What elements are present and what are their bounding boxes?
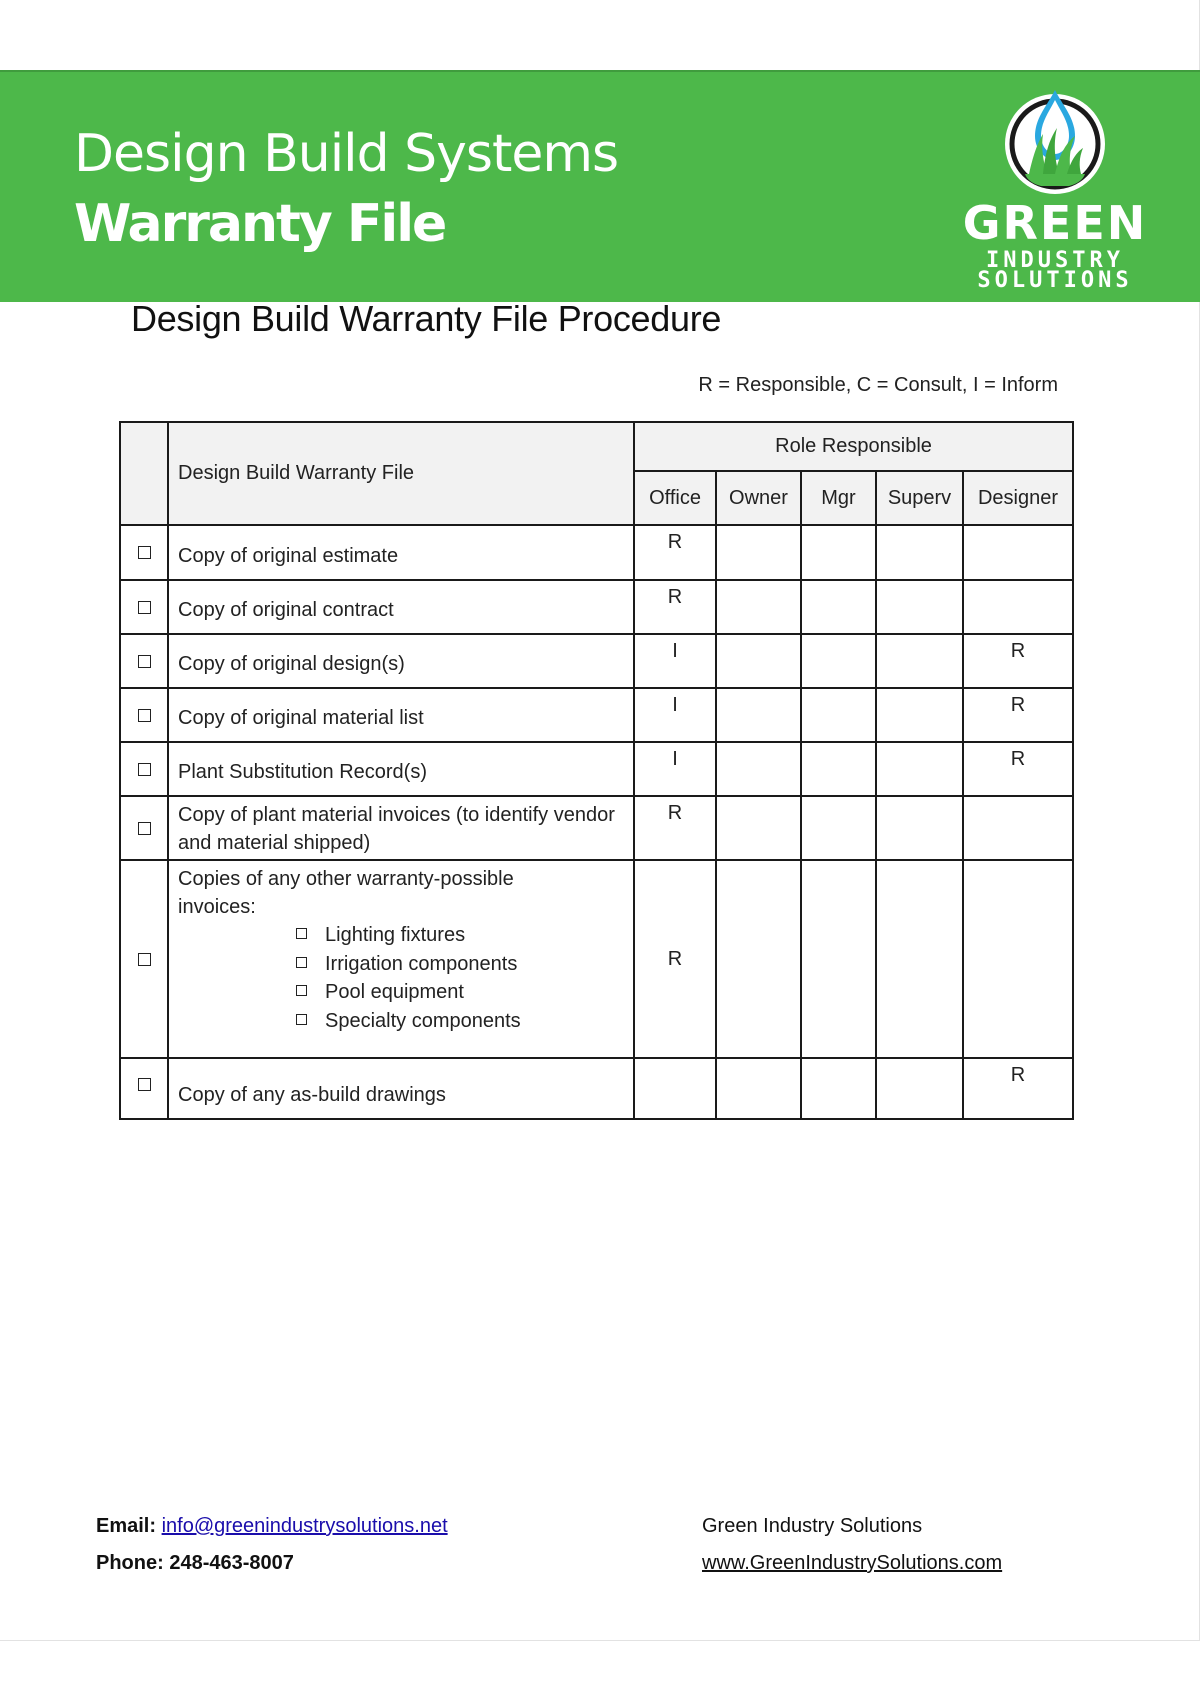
- phone-label: Phone:: [96, 1552, 164, 1574]
- row-checkbox[interactable]: [138, 601, 151, 614]
- mark-owner: [716, 1058, 801, 1119]
- subitem-label: Irrigation components: [325, 952, 518, 975]
- raci-legend: R = Responsible, C = Consult, I = Inform: [698, 374, 1058, 396]
- mark-designer: R: [963, 742, 1073, 796]
- mark-office: R: [634, 796, 716, 860]
- warranty-procedure-table: [119, 421, 1074, 1120]
- table-row: [120, 580, 1073, 634]
- row-item-label: Plant Substitution Record(s): [168, 742, 634, 796]
- subitem-label: Lighting fixtures: [325, 924, 466, 946]
- row-item-cell: [168, 860, 634, 1058]
- list-item: [296, 1007, 633, 1036]
- mark-owner: [716, 860, 801, 1058]
- mark-mgr: [801, 742, 876, 796]
- header-item-label: Design Build Warranty File: [168, 422, 634, 525]
- mark-mgr: [801, 1058, 876, 1119]
- header-banner: [0, 70, 1200, 302]
- footer-phone-line: [96, 1545, 448, 1582]
- footer-company: [702, 1508, 1002, 1582]
- document-title: Design Build Warranty File Procedure: [131, 298, 722, 339]
- row-checkbox[interactable]: [138, 822, 151, 835]
- mark-designer: R: [963, 688, 1073, 742]
- subitem-checkbox[interactable]: [296, 928, 307, 939]
- row-item-label: Copy of original estimate: [168, 525, 634, 580]
- mark-mgr: [801, 634, 876, 688]
- role-header-office: Office: [634, 471, 716, 525]
- company-logo: [955, 86, 1155, 293]
- mark-designer: [963, 525, 1073, 580]
- mark-superv: [876, 1058, 963, 1119]
- row-checkbox[interactable]: [138, 546, 151, 559]
- mark-owner: [716, 742, 801, 796]
- mark-superv: [876, 580, 963, 634]
- mark-office: I: [634, 688, 716, 742]
- table-row: [120, 796, 1073, 860]
- mark-mgr: [801, 796, 876, 860]
- mark-designer: R: [963, 634, 1073, 688]
- mark-superv: [876, 688, 963, 742]
- mark-designer: [963, 860, 1073, 1058]
- mark-superv: [876, 525, 963, 580]
- subitem-checkbox[interactable]: [296, 957, 307, 968]
- mark-mgr: [801, 860, 876, 1058]
- mark-office: R: [634, 525, 716, 580]
- mark-owner: [716, 634, 801, 688]
- table-header-row: [120, 422, 1073, 471]
- banner-title: Design Build Systems: [74, 124, 619, 184]
- row-item-label: Copies of any other warranty-possible invoices:: [178, 868, 514, 918]
- mark-office: R: [634, 580, 716, 634]
- mark-owner: [716, 688, 801, 742]
- mark-mgr: [801, 525, 876, 580]
- mark-designer: [963, 796, 1073, 860]
- invoice-subitem-list: [178, 921, 633, 1035]
- mark-office: R: [634, 860, 716, 1058]
- subitem-label: Specialty components: [325, 1009, 521, 1032]
- mark-mgr: [801, 580, 876, 634]
- table-row: [120, 1058, 1073, 1119]
- row-item-label: Copy of any as-build drawings: [168, 1058, 634, 1119]
- mark-office: I: [634, 742, 716, 796]
- list-item: [296, 921, 633, 950]
- table-row: [120, 634, 1073, 688]
- table-row: [120, 742, 1073, 796]
- row-checkbox[interactable]: [138, 1078, 151, 1091]
- mark-designer: [963, 580, 1073, 634]
- footer-email-line: [96, 1508, 448, 1545]
- role-header-owner: Owner: [716, 471, 801, 525]
- mark-superv: [876, 860, 963, 1058]
- mark-superv: [876, 796, 963, 860]
- role-responsible-header: Role Responsible: [634, 422, 1073, 471]
- mark-mgr: [801, 688, 876, 742]
- logo-tagline-1: INDUSTRY: [986, 248, 1124, 273]
- list-item: [296, 950, 633, 979]
- table-row: [120, 525, 1073, 580]
- banner-subtitle: Warranty File: [74, 194, 446, 254]
- mark-superv: [876, 634, 963, 688]
- table-row: [120, 860, 1073, 1058]
- mark-owner: [716, 525, 801, 580]
- mark-owner: [716, 796, 801, 860]
- role-header-mgr: Mgr: [801, 471, 876, 525]
- row-item-label: Copy of original material list: [168, 688, 634, 742]
- row-item-label: Copy of plant material invoices (to identify vendor and material shipped): [168, 796, 634, 860]
- mark-office: I: [634, 634, 716, 688]
- subitem-label: Pool equipment: [325, 981, 464, 1003]
- row-item-label: Copy of original contract: [168, 580, 634, 634]
- subitem-checkbox[interactable]: [296, 985, 307, 996]
- row-checkbox[interactable]: [138, 953, 151, 966]
- role-header-designer: Designer: [963, 471, 1073, 525]
- table-row: [120, 688, 1073, 742]
- mark-office: [634, 1058, 716, 1119]
- phone-number: 248-463-8007: [169, 1552, 294, 1574]
- role-header-superv: Superv: [876, 471, 963, 525]
- logo-wordmark: GREEN: [962, 196, 1148, 250]
- subitem-checkbox[interactable]: [296, 1014, 307, 1025]
- list-item: [296, 978, 633, 1007]
- email-label: Email:: [96, 1515, 157, 1537]
- water-drop-grass-icon: [999, 86, 1111, 198]
- email-link[interactable]: info@greenindustrysolutions.net: [161, 1515, 448, 1537]
- header-checkbox-cell: [120, 422, 168, 525]
- row-checkbox[interactable]: [138, 709, 151, 722]
- row-checkbox[interactable]: [138, 655, 151, 668]
- row-checkbox[interactable]: [138, 763, 151, 776]
- mark-owner: [716, 580, 801, 634]
- website-link[interactable]: www.GreenIndustrySolutions.com: [702, 1552, 1003, 1574]
- mark-designer: R: [963, 1058, 1073, 1119]
- logo-tagline-2: SOLUTIONS: [977, 268, 1133, 293]
- company-name: Green Industry Solutions: [702, 1515, 923, 1537]
- mark-superv: [876, 742, 963, 796]
- row-item-label: Copy of original design(s): [168, 634, 634, 688]
- footer-contact: [96, 1508, 448, 1582]
